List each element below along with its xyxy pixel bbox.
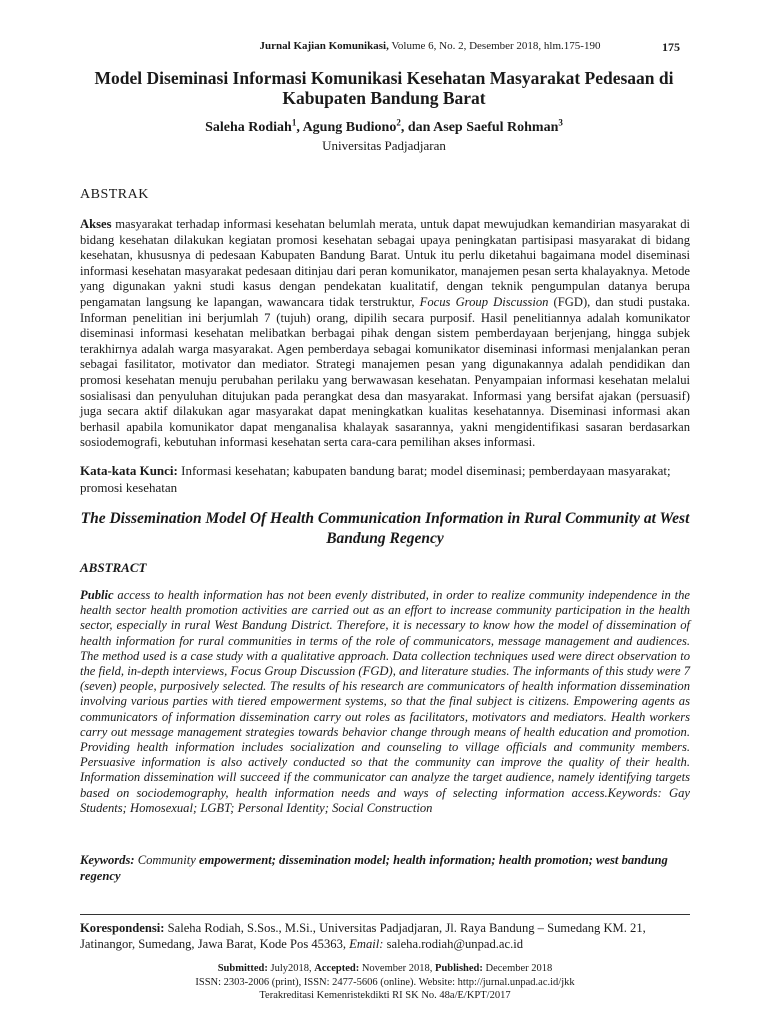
abstrak-heading: ABSTRAK (80, 187, 149, 202)
abstrak-body (80, 217, 690, 451)
accreditation-line: Terakreditasi Kemenristekdikti RI SK No. 48a/E/KPT/2017 (259, 990, 511, 1001)
abstract-text: access to health information has not been evenly distributed, in order to realize community independence in the health sector health promotion activities are carried out as an effort to increase community participation in the health sector, especially in rural West Bandung District. Therefore, it is necessary to know how the model of dissemination of health information for rural communities in terms of the role of communicators, message management and audiences. The method used is a case study with a qualitative approach. Data collection techniques used were direct observation to the field, in-depth interviews, Focus Group Discussion (FGD), and literature studies. The informants of this study were 7 (seven) people, purposively selected. The results of his research are communicators of health information dissemination involving various parties with tiered empowerment systems, so that the final subject is citizens. Empowering agents as communicators of information dissemination carry out roles as facilitators, motivators and mediators. Health workers carry out message management strategies towards behavior change through means of health education and promotion. Providing health information includes socialization and counseling to village officials and community members. Persuasive information is also actively conducted so that the community can improve the quality of their health. Information dissemination will succeed if the communicator can analyze the target audience, namely identifying targets based on sociodemography, health information needs and ways of selecting information access.Keywords: Gay Students; Homosexual; LGBT; Personal Identity; Social Construction (80, 588, 690, 815)
keywords-text: empowerment; dissemination model; health information; health promotion; west bandung regency (80, 853, 668, 883)
author-1-mark: 1 (291, 117, 297, 128)
page-number: 175 (662, 40, 680, 54)
keywords (80, 852, 690, 884)
email-label: Email: (349, 937, 384, 951)
accepted-date: November 2018, (359, 963, 436, 974)
abstract-body (80, 588, 690, 816)
english-title: The Dissemination Model Of Health Communication Information in Rural Community at West Bandung Regency (80, 510, 690, 547)
published-label: Published: (435, 963, 483, 974)
kata-kunci (80, 462, 690, 496)
affiliation: Universitas Padjadjaran (322, 138, 446, 153)
issn-line: ISSN: 2303-2006 (print), ISSN: 2477-5606 (online). Website: http://jurnal.unpad.ac.id/jkk (195, 976, 575, 988)
kata-kunci-text: Informasi kesehatan; kabupaten bandung barat; model diseminasi; pemberdayaan masyarakat; promosi kesehatan (80, 463, 671, 495)
correspondence-label: Korespondensi: (80, 921, 165, 935)
submitted-label: Submitted: (217, 963, 268, 974)
email-address: saleha.rodiah@unpad.ac.id (383, 937, 524, 951)
keywords-plain: Community (134, 853, 199, 867)
submitted-date: July2018, (267, 963, 315, 974)
author-2-mark: 2 (396, 117, 401, 128)
author-list (80, 117, 688, 136)
abstract-lead: Public (80, 588, 114, 602)
abstrak-lead: Akses (80, 217, 112, 231)
abstract-heading: ABSTRACT (80, 560, 147, 575)
paper-title: Model Diseminasi Informasi Komunikasi Kesehatan Masyarakat Pedesaan di Kabupaten Bandung Barat (94, 68, 674, 108)
keywords-label: Keywords: (80, 853, 135, 867)
abstrak-fgd: Focus Group Discussion (419, 294, 549, 309)
submission-dates (80, 962, 690, 976)
journal-name: Jurnal Kajian Komunikasi, (259, 40, 389, 52)
author-3: , dan Asep Saeful Rohman (400, 120, 559, 135)
journal-issue: Volume 6, No. 2, Desember 2018, hlm.175-190 (388, 40, 601, 52)
author-2: , Agung Budiono (296, 120, 397, 135)
abstrak-text-1: masyarakat terhadap informasi kesehatan belumlah merata, untuk dapat mewujudkan kemandirian masyarakat di bidang kesehatan dilakukan kegiatan promosi kesehatan sebagai upaya peningkatan partisipasi masyarakat di bidang kesehatan, khususnya di pedesaan Kabupaten Bandung Barat. Untuk itu perlu diketahui bagaimana model diseminasi informasi kesehatan masyarakat pedesaan ditinjau dari peran komunikator, manajemen pesan serta khalayaknya. Metode yang digunakan yakni studi kasus dengan pendekatan kualitatif, dengan teknik pengumpulan datanya berupa pengamatan langsung ke lapangan, wawancara tidak terstruktur, (80, 217, 690, 309)
abstrak-text-2: (FGD), dan studi pustaka. Informan penelitian ini berjumlah 7 (tujuh) orang, dipilih secara purposif. Hasil penelitiannya adalah komunikator diseminasi informasi kesehatan melibatkan berbagai pihak dengan sistem pemberdayaan berjenjang, hingga subjek terakhirnya adalah warga masyarakat. Agen pemberdaya sebagai komunikator diseminasi informasi menjalankan peran sebagai fasilitator, motivator dan mediator. Strategi manajemen pesan yang digunakannya adalah pendidikan dan promosi kesehatan menuju perubahan perilaku yang berwawasan kesehatan. Penyampaian informasi kesehatan melalui sosialisasi dan penyuluhan ditujukan pada perangkat desa dan masyarakat. Informasi yang bersifat ajakan (persuasif) juga secara aktif dilakukan agar masyarakat dapat meningkatkan kualitas kesehatannya. Diseminasi informasi akan berhasil apabila komunikator dapat menganalisa khalayak sasarannya, yakni mengidentifikasi sasaran berdasarkan sosiodemografi, kebutuhan informasi kesehatan serta cara-cara pemilihan akses informasi. (80, 294, 690, 450)
published-date: December 2018 (482, 963, 553, 974)
correspondence (80, 920, 690, 952)
kata-kunci-label: Kata-kata Kunci: (80, 463, 178, 478)
publication-footer (80, 962, 690, 1003)
accepted-label: Accepted: (314, 963, 360, 974)
author-1: Saleha Rodiah (205, 120, 292, 135)
footnote-divider (80, 914, 690, 915)
correspondence-text: Saleha Rodiah, S.Sos., M.Si., Universitas Padjadjaran, Jl. Raya Bandung – Sumedang KM. 21, Jatinangor, Sumedang, Jawa Barat, Kode Pos 45363, (80, 921, 646, 951)
author-3-mark: 3 (558, 117, 563, 128)
running-header (200, 40, 660, 52)
